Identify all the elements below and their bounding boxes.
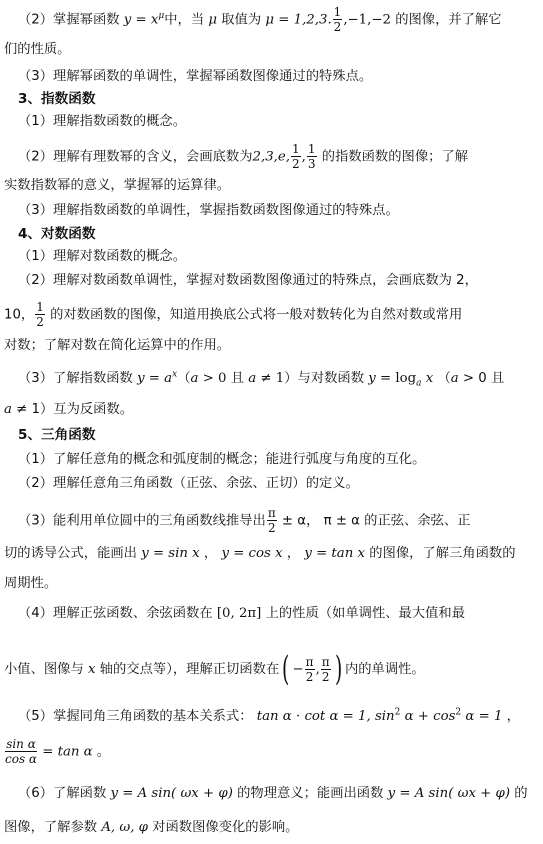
text-line xyxy=(18,507,471,534)
text-span: （ xyxy=(177,371,191,386)
math-expr: y = xyxy=(368,371,396,386)
fraction xyxy=(291,143,301,170)
text-line xyxy=(18,6,502,33)
right-paren: ) xyxy=(334,649,342,689)
fraction-numerator: π xyxy=(321,654,330,669)
math-expr: α + cos xyxy=(400,709,456,724)
text-line xyxy=(18,604,465,624)
text-line xyxy=(4,544,516,564)
text-span: 的对数函数的图像，知道用换底公式将一般对数转化为自然对数或常用 xyxy=(45,307,463,323)
fraction xyxy=(5,738,37,765)
text-span: （3）了解指数函数 xyxy=(18,371,138,386)
text-span: （2）理解有理数幂的含义，会画底数为 xyxy=(18,149,253,165)
math-superscript: μ xyxy=(158,11,165,22)
fraction-numerator: 1 xyxy=(307,142,316,156)
section-heading: 5、三角函数 xyxy=(18,427,96,443)
fraction xyxy=(305,656,315,683)
text-span: 的物理意义；能画出函数 xyxy=(232,786,388,801)
text-line: 实数指数幂的意义，掌握幂的运算律。 xyxy=(4,178,231,193)
math-superscript: 2 xyxy=(455,707,462,718)
math-minus: − xyxy=(292,662,304,677)
math-expr: > 0 且 xyxy=(198,371,249,386)
math-expr: a xyxy=(190,371,199,386)
math-expr: y = cos x xyxy=(221,546,283,561)
math-expr: y = a xyxy=(137,371,173,386)
text-line xyxy=(4,400,133,420)
text-line xyxy=(18,707,520,727)
section-heading: 4、对数函数 xyxy=(18,226,96,242)
fraction-denominator: 2 xyxy=(305,669,314,684)
text-span: （ xyxy=(433,371,451,386)
fraction-denominator: 3 xyxy=(307,157,316,171)
math-expr: y = x xyxy=(123,12,159,28)
fraction-denominator: 2 xyxy=(292,157,300,171)
text-span: 。 xyxy=(92,744,111,760)
text-span: ≠ 1）互为反函数。 xyxy=(11,402,134,417)
math-expr: A, ω, φ xyxy=(101,820,148,835)
text-span: 取值为 xyxy=(217,12,266,28)
math-comma: , xyxy=(301,149,306,165)
text-span: 10， xyxy=(4,307,35,323)
fraction-numerator: 1 xyxy=(36,300,44,314)
math-expr: ≠ 1）与对数函数 xyxy=(256,371,369,386)
fraction-numerator: π xyxy=(267,506,276,520)
math-expr: 2,3,e, xyxy=(252,149,290,165)
fraction xyxy=(333,6,343,33)
math-superscript: x xyxy=(172,369,178,380)
fraction-denominator: cos α xyxy=(5,752,38,766)
text-line: （2）理解对数函数单调性，掌握对数函数图像通过的特殊点，会画底数为 2， xyxy=(18,273,478,288)
fraction-denominator: 2 xyxy=(333,20,342,34)
fraction xyxy=(267,507,277,534)
text-line: （1）理解对数函数的概念。 xyxy=(18,249,187,264)
text-span: 中，当 xyxy=(164,12,209,28)
text-span: 对函数图像变化的影响。 xyxy=(147,820,299,835)
text-span: > 0 且 xyxy=(458,371,505,386)
text-span: （3）能利用单位圆中的三角函数线推导出 xyxy=(18,513,266,529)
fraction-numerator: 1 xyxy=(333,5,342,19)
text-span: ， xyxy=(199,546,222,561)
math-expr: μ = 1,2,3. xyxy=(265,12,332,28)
text-span: （2）掌握幂函数 xyxy=(18,12,124,28)
math-expr: y = tan x xyxy=(304,546,365,561)
text-line xyxy=(4,818,298,838)
fraction-numerator: 1 xyxy=(292,142,300,156)
text-span: 的 xyxy=(510,786,528,801)
fraction xyxy=(307,143,317,170)
math-expr: [0, 2π] xyxy=(216,606,262,621)
fraction-numerator: sin α xyxy=(6,737,36,751)
fraction xyxy=(321,656,331,683)
math-superscript: 2 xyxy=(394,707,401,718)
text-span: 的图像，了解三角函数的 xyxy=(365,546,516,561)
text-span: 轴的交点等），理解正切函数在 xyxy=(95,662,280,677)
fraction xyxy=(35,301,45,328)
text-span: 上的性质（如单调性、最大值和最 xyxy=(261,606,466,621)
text-line: （3）理解幂函数的单调性，掌握幂函数图像通过的特殊点。 xyxy=(18,69,373,84)
text-line: （1）了解任意角的概念和弧度制的概念；能进行弧度与角度的互化。 xyxy=(18,452,426,467)
text-line xyxy=(4,649,425,689)
text-span: ， xyxy=(502,709,520,724)
fraction-denominator: 2 xyxy=(321,669,330,684)
text-span: ± α， π ± α 的正弦、余弦、正 xyxy=(277,513,471,529)
text-line xyxy=(4,738,110,765)
text-span: 内的单调性。 xyxy=(344,662,425,677)
math-subscript: a xyxy=(416,378,422,389)
text-line xyxy=(18,143,468,170)
math-expr: = tan α xyxy=(38,744,93,760)
text-span: （6）了解函数 xyxy=(18,786,111,801)
math-expr: y = A sin( ωx + φ) xyxy=(110,786,233,801)
fraction-numerator: π xyxy=(305,654,314,669)
text-line xyxy=(4,301,462,328)
text-span: （5）掌握同角三角函数的基本关系式： xyxy=(18,709,257,724)
math-expr: μ xyxy=(208,12,218,28)
text-span: ， xyxy=(282,546,305,561)
math-comma: , xyxy=(315,662,320,677)
text-span: （4）理解正弦函数、余弦函数在 xyxy=(18,606,217,621)
text-span: 切的诱导公式，能画出 xyxy=(4,546,142,561)
text-line: 们的性质。 xyxy=(4,42,71,57)
text-span: 小值、图像与 xyxy=(4,662,89,677)
section-heading: 3、指数函数 xyxy=(18,91,96,107)
math-expr: y = A sin( ωx + φ) xyxy=(387,786,511,801)
math-expr: a xyxy=(4,402,12,417)
math-expr: x xyxy=(421,371,434,386)
math-expr: a xyxy=(450,371,459,386)
text-line: 周期性。 xyxy=(4,576,58,591)
text-span: 图像，了解参数 xyxy=(4,820,102,835)
text-line: 对数；了解对数在简化运算中的作用。 xyxy=(4,338,231,353)
text-line: （2）理解任意角三角函数（正弦、余弦、正切）的定义。 xyxy=(18,476,359,491)
math-expr: a xyxy=(248,371,257,386)
text-line: （1）理解指数函数的概念。 xyxy=(18,114,187,129)
left-paren: ( xyxy=(282,649,290,689)
math-expr: ,−1,−2 xyxy=(343,12,391,28)
text-line: （3）理解指数函数的单调性，掌握指数函数图像通过的特殊点。 xyxy=(18,203,399,218)
math-expr: α = 1 xyxy=(461,709,503,724)
math-expr: y = sin x xyxy=(141,546,200,561)
text-span: 的图像，并了解它 xyxy=(390,12,502,28)
math-log: log xyxy=(395,371,417,386)
text-line xyxy=(18,784,528,804)
text-span: 的指数函数的图像；了解 xyxy=(317,149,469,165)
math-expr: tan α · cot α = 1, sin xyxy=(256,709,395,724)
fraction-denominator: 2 xyxy=(36,315,44,329)
text-line xyxy=(18,369,504,389)
fraction-denominator: 2 xyxy=(267,521,276,535)
math-expr: x xyxy=(88,662,96,677)
